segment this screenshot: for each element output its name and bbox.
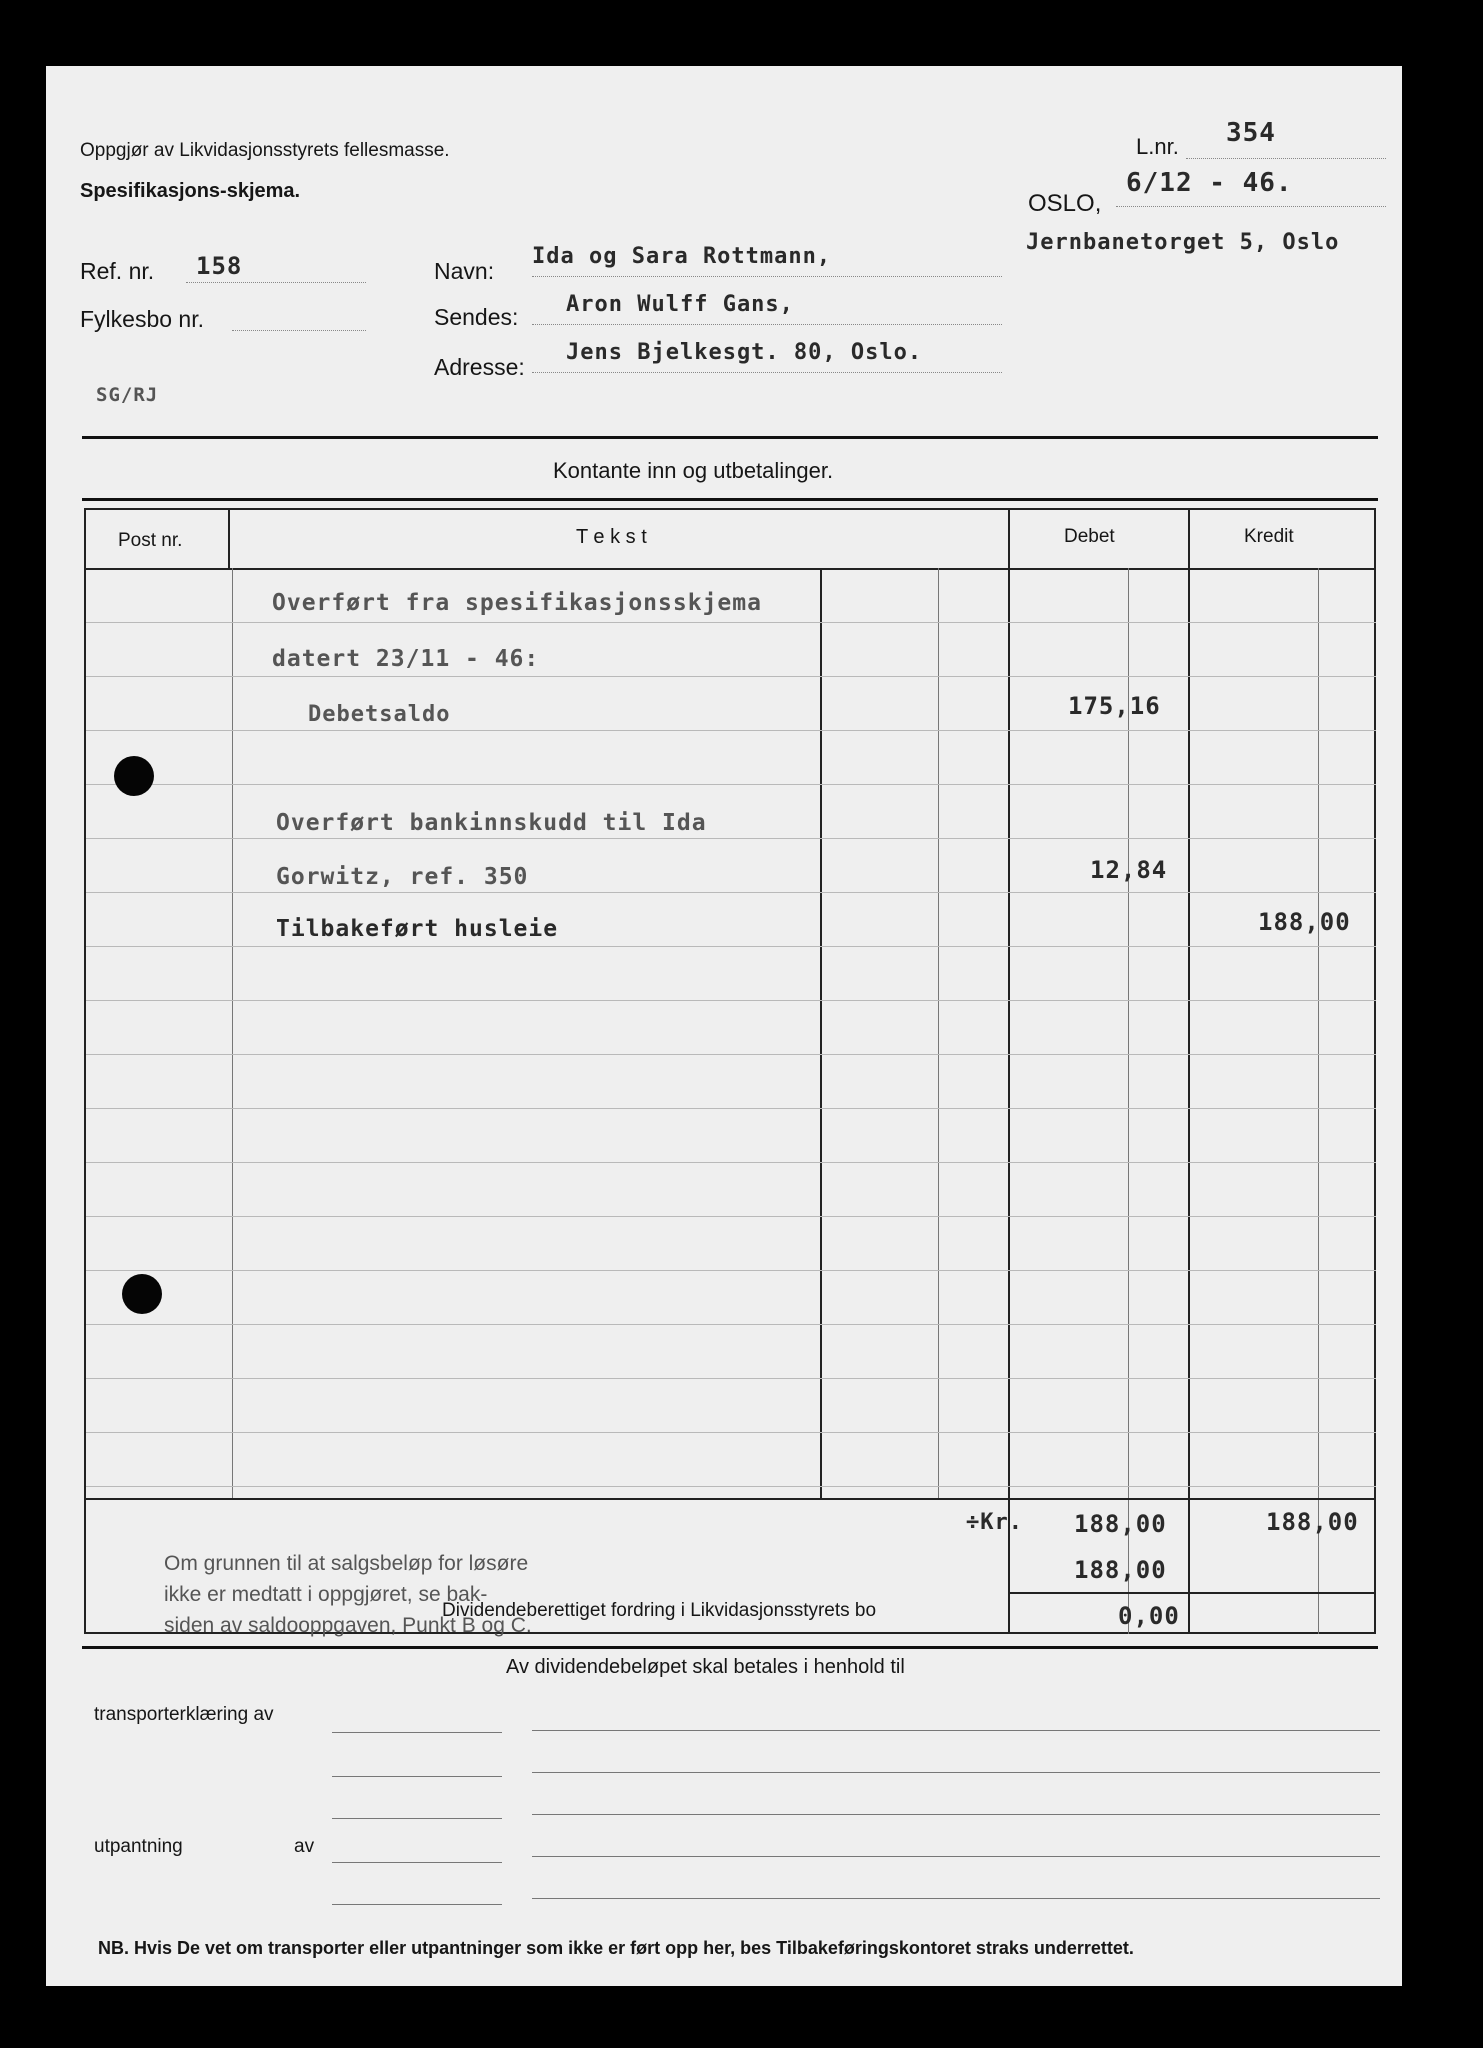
entry-text-4: Overført bankinnskudd til Ida	[276, 810, 707, 836]
ledger-rule-line	[86, 838, 1376, 839]
transport-name-blank-1[interactable]	[532, 1730, 1380, 1731]
header-kredit: Kredit	[1244, 526, 1294, 547]
document-page	[46, 66, 1402, 1986]
total-kredit: 188,00	[1266, 1508, 1359, 1536]
fylkesbo-label: Fylkesbo nr.	[80, 306, 204, 332]
entry-debet-5: 12,84	[1090, 856, 1168, 884]
ledger-rule-line	[86, 1270, 1376, 1271]
punch-hole-lower	[122, 1274, 162, 1314]
entry-text-5: Gorwitz, ref. 350	[276, 864, 529, 890]
ledger-rule-line	[86, 784, 1376, 785]
dividend-heading: Av dividendebeløpet skal betales i henhold til	[506, 1656, 905, 1678]
ledger-rule-line	[86, 1000, 1376, 1001]
fylkesbo-line	[232, 330, 366, 331]
initials: SG/RJ	[96, 384, 159, 406]
date-line	[1116, 206, 1386, 207]
ledger-rule-line	[86, 1378, 1376, 1379]
adresse-value: Jens Bjelkesgt. 80, Oslo.	[566, 340, 923, 365]
subtract-debet: 188,00	[1074, 1556, 1167, 1584]
debet-kredit-divider	[1188, 510, 1190, 1634]
totals-note-line-2: ikke er medtatt i oppgjøret, se bak-	[164, 1583, 488, 1606]
ledger-rule-line	[86, 1054, 1376, 1055]
ledger-rule-line	[86, 1108, 1376, 1109]
ledger-rule-line	[86, 676, 1376, 677]
navn-line	[532, 276, 1002, 277]
lower-top-rule	[82, 1646, 1378, 1649]
lnr-label: L.nr.	[1136, 134, 1179, 159]
header-debet: Debet	[1064, 526, 1115, 547]
punch-hole-upper	[114, 756, 154, 796]
ledger-rule-line	[86, 622, 1376, 623]
transport-blank-1[interactable]	[332, 1732, 502, 1733]
tekst-subdivider-2	[938, 568, 939, 1498]
utpantning-blank-2[interactable]	[332, 1904, 502, 1905]
post-divider	[228, 510, 230, 568]
section-title: Kontante inn og utbetalinger.	[553, 458, 834, 483]
utpantning-name-blank-2[interactable]	[532, 1898, 1380, 1899]
kr-label: ÷Kr.	[966, 1510, 1023, 1535]
ref-label: Ref. nr.	[80, 258, 155, 284]
utpantning-name-blank-1[interactable]	[532, 1856, 1380, 1857]
ledger-rule-line	[86, 1216, 1376, 1217]
lnr-value: 354	[1226, 118, 1276, 148]
utpantning-label: utpantning	[94, 1836, 183, 1857]
totals-note-line-3: siden av saldooppgaven, Punkt B og C.	[164, 1614, 532, 1637]
sendes-value: Aron Wulff Gans,	[566, 292, 794, 317]
ledger-rule-line	[86, 1162, 1376, 1163]
totals-note	[164, 1548, 532, 1641]
sendes-line	[532, 324, 1002, 325]
entry-text-1: Overført fra spesifikasjonsskjema	[272, 590, 762, 616]
total-debet: 188,00	[1074, 1510, 1167, 1538]
section-top-rule	[82, 436, 1378, 439]
entry-debet-3: 175,16	[1068, 692, 1161, 720]
ledger-rule-line	[86, 1432, 1376, 1433]
dividend-rule	[1008, 1592, 1376, 1594]
oslo-label: OSLO,	[1028, 190, 1102, 217]
kredit-ore-divider	[1318, 568, 1319, 1634]
debet-ore-divider	[1128, 568, 1129, 1634]
navn-value: Ida og Sara Rottmann,	[532, 244, 832, 269]
utpantning-av-label: av	[294, 1836, 315, 1857]
date-value: 6/12 - 46.	[1126, 168, 1293, 198]
entry-text-3: Debetsaldo	[308, 702, 451, 727]
ledger-rule-line	[86, 1324, 1376, 1325]
entry-kredit-6: 188,00	[1258, 908, 1351, 936]
section-bottom-rule	[82, 498, 1378, 501]
utpantning-blank-1[interactable]	[332, 1862, 502, 1863]
dividend-label: Dividendeberettiget fordring i Likvidasjonsstyrets bo	[442, 1600, 877, 1621]
form-subtitle: Spesifikasjons-skjema.	[80, 180, 301, 202]
nb-notice: NB. Hvis De vet om transporter eller utpantninger som ikke er ført opp her, bes Tilbakeføringskontoret straks underrettet.	[98, 1938, 1134, 1958]
totals-note-line-1: Om grunnen til at salgsbeløp for løsøre	[164, 1552, 529, 1575]
post-body-divider	[232, 568, 233, 1498]
lnr-line	[1186, 158, 1386, 159]
dividend-value: 0,00	[1118, 1602, 1180, 1630]
ledger-rule-line	[86, 1486, 1376, 1487]
entry-text-2: datert 23/11 - 46:	[272, 646, 540, 672]
header-post: Post nr.	[118, 530, 183, 551]
tekst-debet-divider	[1008, 510, 1010, 1634]
ref-line	[186, 282, 366, 283]
office-address: Jernbanetorget 5, Oslo	[1026, 230, 1340, 255]
sendes-label: Sendes:	[434, 304, 519, 330]
adresse-label: Adresse:	[434, 354, 525, 380]
entry-text-6: Tilbakeført husleie	[276, 916, 559, 942]
totals-rule	[86, 1498, 1376, 1500]
header-rule	[86, 568, 1376, 570]
transport-blank-2[interactable]	[332, 1776, 502, 1777]
transport-label: transporterklæring av	[94, 1704, 274, 1725]
header-tekst: T e k s t	[576, 526, 647, 548]
adresse-line	[532, 372, 1002, 373]
ledger-rule-line	[86, 730, 1376, 731]
ledger-table	[84, 508, 1376, 1637]
tekst-subdivider	[820, 568, 822, 1498]
ref-value: 158	[196, 252, 243, 280]
navn-label: Navn:	[434, 258, 495, 284]
ledger-rule-line	[86, 946, 1376, 947]
transport-name-blank-3[interactable]	[532, 1814, 1380, 1815]
form-title: Oppgjør av Likvidasjonsstyrets fellesmasse.	[80, 140, 450, 161]
transport-blank-3[interactable]	[332, 1818, 502, 1819]
ledger-rule-line	[86, 892, 1376, 893]
transport-name-blank-2[interactable]	[532, 1772, 1380, 1773]
